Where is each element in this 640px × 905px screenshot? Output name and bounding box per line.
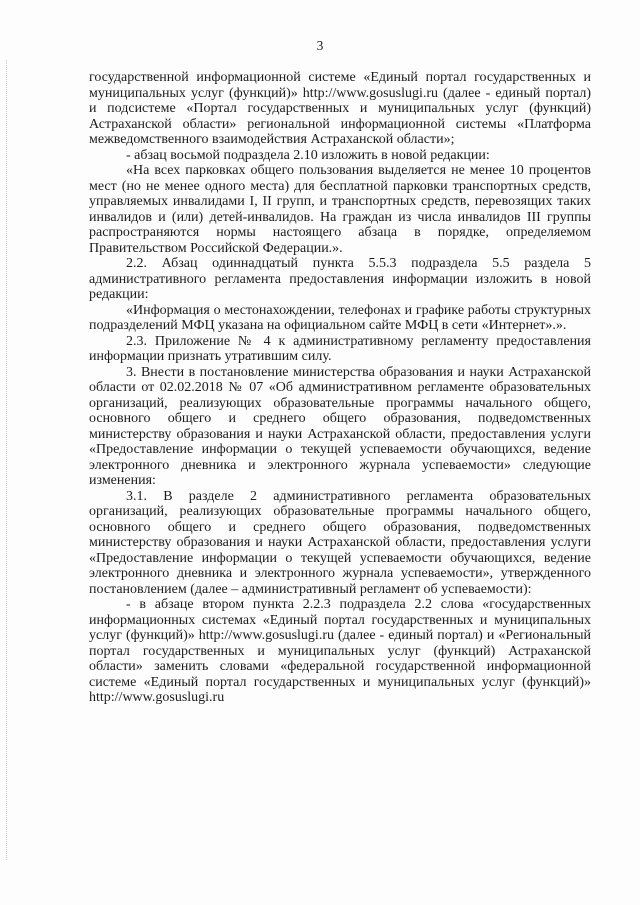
paragraph: «На всех парковках общего пользования выделяется не менее 10 процентов мест (но не менее одного места) для бесплатной парковки транспортных средств, управляемых инвалидами I, II групп, и транспортных средств, перевозящих таких инвалидов и (или) детей-инвалидов. На граждан из числа инвалидов III группы распространяются нормы настоящего абзаца в порядке, определяемом Правительством Российской Федерации.».: [89, 163, 591, 256]
paragraph: 3.1. В разделе 2 административного регламента образовательных организаций, реализующих образовательные программы начального общего, основного общего и среднего общего образования, подведомственных министерству образования и науки Астраханской области, предоставления услуги «Предоставление информации о текущей успеваемости обучающихся, ведение электронного дневника и электронного журнала успеваемости», утвержденного постановлением (далее – административный регламент об успеваемости):: [89, 488, 591, 597]
paragraph: 3. Внести в постановление министерства образования и науки Астраханской области от 02.02.2018 № 07 «Об административном регламенте образовательных организаций, реализующих образовательные программы начального общего, основного общего и среднего общего образования, подведомственных министерству образования и науки Астраханской области, предоставления услуги «Предоставление информации о текущей успеваемости обучающихся, ведение электронного дневника и электронного журнала успеваемости» следующие изменения:: [89, 364, 591, 488]
paragraph: 2.2. Абзац одиннадцатый пункта 5.5.3 подраздела 5.5 раздела 5 административного регламента предоставления информации изложить в новой редакции:: [89, 256, 591, 302]
paragraph: государственной информационной системе «Единый портал государственных и муниципальных услуг (функций)» http://www.gosuslugi.ru (далее - единый портал) и подсистеме «Портал государственных и муниципальных услуг (функций) Астраханской области» региональной информационной системы «Платформа межведомственного взаимодействия Астраханской области»;: [89, 70, 591, 147]
paragraph: «Информация о местонахождении, телефонах и графике работы структурных подразделений МФЦ указана на официальном сайте МФЦ в сети «Интернет».».: [89, 302, 591, 333]
paragraph: - в абзаце втором пункта 2.2.3 подраздела 2.2 слова «государственных информационных системах «Единый портал государственных и муниципальных услуг (функций)» http://www.gosuslugi.ru (далее - единый портал) и «Региональный портал государственных и муниципальных услуг (функций) Астраханской области» заменить словами «федеральной государственной информационной системе «Единый портал государственных и муниципальных услуг (функций)» http://www.gosuslugi.ru: [89, 597, 591, 705]
paragraph: 2.3. Приложение № 4 к административному регламенту предоставления информации признать утратившим силу.: [89, 333, 591, 364]
page-number: 3: [316, 38, 324, 53]
document-body: [89, 70, 591, 706]
scan-edge-marks: [6, 60, 10, 860]
paragraph: - абзац восьмой подраздела 2.10 изложить в новой редакции:: [126, 147, 490, 163]
